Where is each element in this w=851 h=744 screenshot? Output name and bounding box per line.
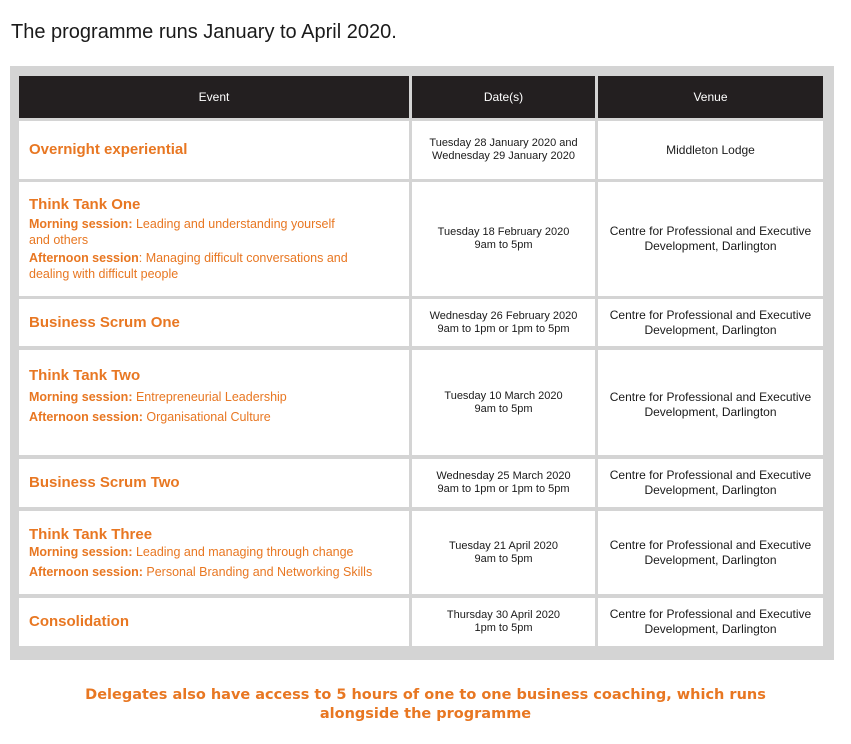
event-title: Think Tank Three: [29, 525, 153, 543]
table-row-dates: [412, 511, 595, 594]
session-label: Afternoon session:: [29, 410, 143, 424]
table-row-venue: [598, 459, 823, 507]
venue-line: Centre for Professional and Executive: [609, 537, 812, 552]
venue-line: Centre for Professional and Executive: [609, 607, 812, 621]
event-title: Think Tank One: [29, 196, 141, 213]
table-row-event: [19, 350, 409, 455]
session-label: Afternoon session:: [29, 564, 143, 579]
date-line: 9am to 5pm: [474, 402, 533, 415]
venue-line: Development, Darlington: [644, 622, 777, 636]
venue-line: Development, Darlington: [644, 239, 777, 253]
date-line: Tuesday 21 April 2020: [448, 539, 559, 552]
table-row-venue: [598, 182, 823, 296]
date-line: Tuesday 10 March 2020: [444, 389, 563, 402]
table-row-venue: [598, 350, 823, 455]
event-title: Business Scrum One: [29, 313, 180, 331]
afternoon-session: [29, 564, 409, 580]
venue-line: Centre for Professional and Executive: [609, 468, 812, 482]
session-label: Afternoon session: [29, 251, 139, 265]
table-row-dates: [412, 598, 595, 646]
coaching-note-line: Delegates also have access to 5 hours of one to one business coaching, which runs: [85, 687, 766, 703]
date-line: Wednesday 29 January 2020: [432, 150, 575, 162]
table-row-event: [19, 182, 409, 296]
date-line: 9am to 5pm: [474, 239, 533, 251]
table-row-event: [19, 121, 409, 179]
event-title: Business Scrum Two: [29, 474, 180, 491]
morning-session: [29, 389, 409, 405]
session-text: : Managing difficult conversations and: [138, 251, 348, 265]
venue-line: Centre for Professional and Executive: [609, 390, 812, 404]
date-line: 1pm to 5pm: [474, 622, 533, 634]
session-text: dealing with difficult people: [29, 267, 179, 281]
morning-session: [29, 216, 409, 248]
date-line: 9am to 1pm or 1pm to 5pm: [437, 322, 570, 335]
table-row-dates: [412, 350, 595, 455]
table-row-dates: [412, 182, 595, 296]
table-row-event: [19, 459, 409, 507]
afternoon-session: [29, 250, 409, 282]
session-label: Morning session:: [29, 217, 133, 231]
session-text: Entrepreneurial Leadership: [132, 390, 287, 404]
venue-line: Development, Darlington: [644, 405, 777, 419]
programme-table: [10, 66, 834, 660]
venue-line: Development, Darlington: [644, 322, 777, 337]
venue-line: Middleton Lodge: [666, 142, 755, 157]
table-row-dates: [412, 121, 595, 179]
header-event: Event: [19, 76, 409, 118]
table-row-venue: [598, 511, 823, 594]
date-line: 9am to 1pm or 1pm to 5pm: [437, 483, 570, 495]
date-line: Tuesday 28 January 2020 and: [429, 137, 578, 149]
venue-line: Development, Darlington: [644, 483, 777, 497]
date-line: Tuesday 18 February 2020: [437, 226, 570, 238]
intro-text: The programme runs January to April 2020.: [11, 21, 397, 43]
session-text: Organisational Culture: [142, 410, 271, 424]
date-line: Wednesday 26 February 2020: [429, 309, 578, 322]
morning-session: [29, 544, 409, 560]
afternoon-session: [29, 409, 409, 425]
table-row-dates: [412, 459, 595, 507]
coaching-note-line: alongside the programme: [319, 706, 532, 722]
table-row-event: [19, 299, 409, 346]
session-label: Morning session:: [29, 544, 133, 559]
header-dates: Date(s): [412, 76, 595, 118]
table-row-venue: [598, 121, 823, 179]
event-title: Think Tank Two: [29, 367, 141, 384]
venue-line: Development, Darlington: [644, 552, 777, 567]
table-row-event: [19, 598, 409, 646]
event-title: Overnight experiential: [29, 141, 188, 158]
venue-line: Centre for Professional and Executive: [609, 307, 812, 322]
date-line: Thursday 30 April 2020: [446, 609, 561, 621]
date-line: Wednesday 25 March 2020: [436, 470, 571, 482]
table-row-event: [19, 511, 409, 594]
event-title: Consolidation: [29, 613, 129, 630]
venue-line: Centre for Professional and Executive: [609, 224, 812, 238]
table-row-venue: [598, 299, 823, 346]
coaching-note: [0, 686, 851, 724]
table-row-dates: [412, 299, 595, 346]
session-text: Leading and managing through change: [132, 544, 354, 559]
session-text: and others: [29, 233, 89, 247]
header-venue: Venue: [598, 76, 823, 118]
session-text: Personal Branding and Networking Skills: [142, 564, 373, 579]
table-row-venue: [598, 598, 823, 646]
session-text: Leading and understanding yourself: [132, 217, 335, 231]
session-label: Morning session:: [29, 390, 133, 404]
date-line: 9am to 5pm: [474, 552, 533, 565]
